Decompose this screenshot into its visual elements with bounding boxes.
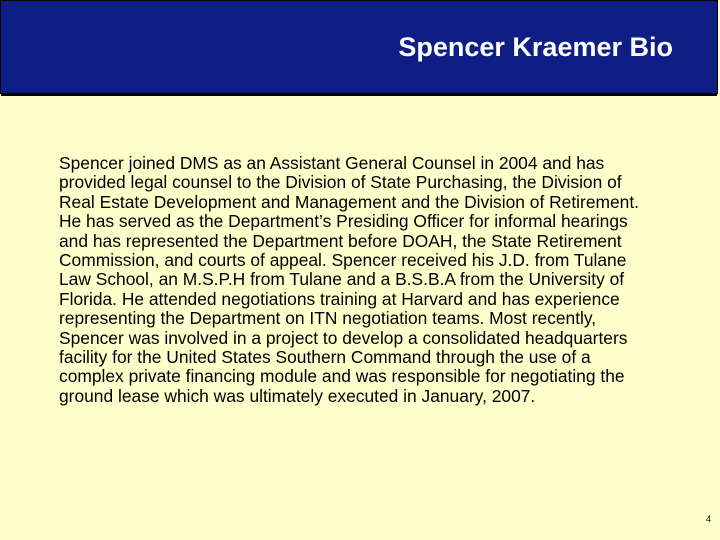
page-number: 4 xyxy=(705,514,711,524)
slide-title: Spencer Kraemer Bio xyxy=(398,32,673,62)
title-bar xyxy=(0,0,718,94)
bio-paragraph: Spencer joined DMS as an Assistant General Counsel in 2004 and has provided legal counsel to the Division of State Purchasing, the Division of Real Estate Development and Management and the Division of Retirement. He has served as the Department’s Presiding Officer for informal hearings and has represented the Department before DOAH, the State Retirement Commission, and courts of appeal. Spencer received his J.D. from Tulane Law School, an M.S.P.H from Tulane and a B.S.B.A from the University of Florida. He attended negotiations training at Harvard and has experience representing the Department on ITN negotiation teams. Most recently, Spencer was involved in a project to develop a consolidated headquarters facility for the United States Southern Command through the use of a complex private financing module and was responsible for negotiating the ground lease which was ultimately executed in January, 2007. xyxy=(59,153,640,406)
